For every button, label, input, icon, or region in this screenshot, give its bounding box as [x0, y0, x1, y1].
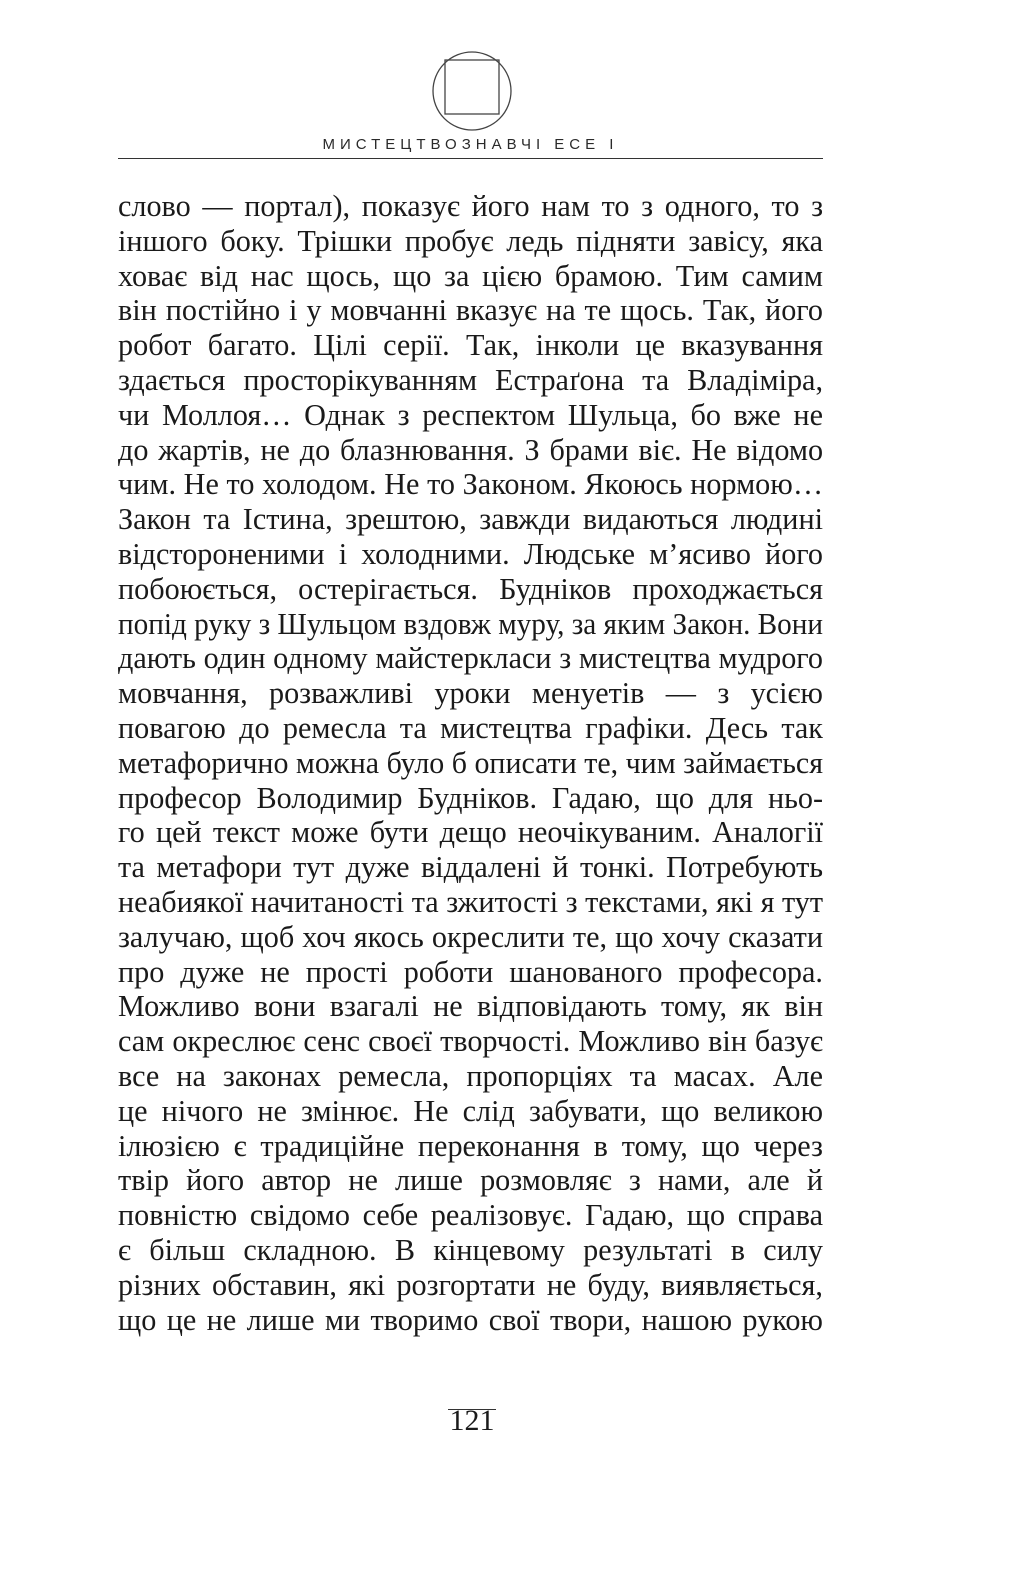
text-line: відстороненими і холодними. Людське м’ясиво його [118, 536, 824, 571]
text-line: метафорично можна було б описати те, чим займається [118, 745, 823, 780]
text-line: чим. Не то холодом. Не то Законом. Якоюсь нормою… [118, 467, 824, 502]
text-line: професор Володимир Будніков. Гадаю, що для ньо- [118, 780, 824, 815]
text-line: є більш складною. В кінцевому результаті в силу [118, 1232, 824, 1267]
text-line: попід руку з Шульцом вздовж муру, за яким Закон. Вони [118, 606, 823, 641]
text-line: ілюзією є традиційне переконання в тому, що через [118, 1128, 823, 1163]
text-line: здається просторікуванням Естраґона та Владіміра, [118, 362, 824, 397]
page-number: 121 [449, 1404, 495, 1437]
text-line: побоюється, остерігається. Будніков проходжається [118, 571, 823, 606]
text-line: повністю свідомо себе реалізовує. Гадаю, що справа [118, 1198, 823, 1233]
text-line: до жартів, не до блазнювання. З брами віє. Не відомо [118, 432, 824, 467]
circle-square-emblem-icon [431, 50, 513, 132]
text-line: сам окреслює сенс своєї творчості. Можливо він базує [118, 1024, 824, 1059]
running-header-title: МИСТЕЦТВОЗНАВЧІ ЕСЕ І [322, 136, 619, 153]
text-line: це нічого не змінює. Не слід забувати, що великою [118, 1093, 823, 1128]
text-line: він постійно і у мовчанні вказує на те щось. Так, його [118, 293, 824, 328]
text-line: чи Моллоя… Однак з респектом Шульца, бо вже не [118, 397, 823, 432]
body-text [118, 189, 823, 1337]
text-line: ховає від нас щось, що за цією брамою. Тим самим [118, 258, 823, 293]
text-line: іншого боку. Трішки пробує ледь підняти завісу, яка [118, 223, 823, 258]
text-line: що це не лише ми творимо свої твори, нашою рукою [118, 1302, 823, 1337]
text-line: мовчання, розважливі уроки менуетів — з усією [118, 676, 823, 711]
text-line: слово — портал), показує його нам то з одного, то з [118, 189, 824, 223]
header-divider [118, 158, 823, 159]
text-line: різних обставин, які розгортати не буду, виявляється, [118, 1267, 823, 1302]
text-line: Можливо вони взагалі не відповідають тому, як він [118, 989, 824, 1024]
text-line: го цей текст може бути дещо неочікуваним. Аналогії [118, 815, 824, 850]
text-line: дають один одному майстеркласи з мистецтва мудрого [118, 641, 824, 676]
text-line: робот багато. Цілі серії. Так, інколи це вказування [118, 328, 823, 363]
text-line: Закон та Істина, зрештою, завжди видаються людині [118, 502, 823, 537]
text-line: про дуже не прості роботи шанованого професора. [118, 954, 823, 989]
text-line: неабиякої начитаності та зжитості з текстами, які я тут [118, 884, 824, 919]
text-line: та метафори тут дуже віддалені й тонкі. Потребують [118, 850, 824, 885]
text-line: повагою до ремесла та мистецтва графіки. Десь так [118, 710, 823, 745]
text-line: твір його автор не лише розмовляє з нами, але й [118, 1163, 823, 1198]
text-line: все на законах ремесла, пропорціях та масах. Але [118, 1058, 824, 1093]
text-line: залучаю, щоб хоч якось окреслити те, що хочу сказати [118, 919, 824, 954]
